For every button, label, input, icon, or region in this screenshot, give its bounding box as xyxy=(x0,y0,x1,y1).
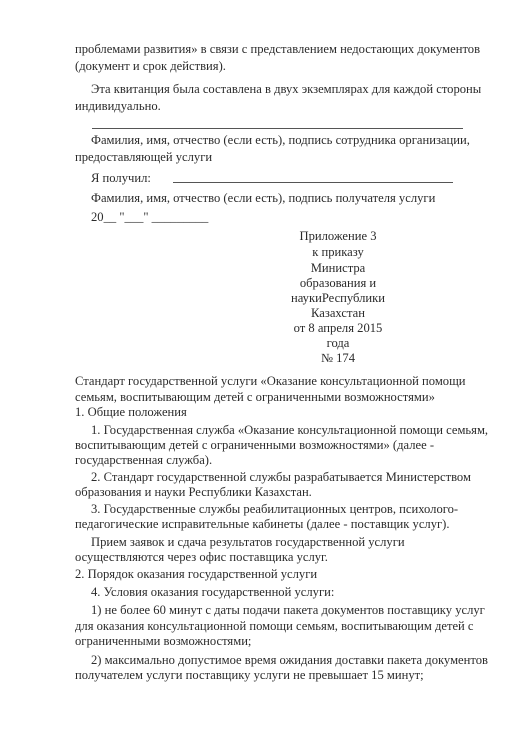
provider-signature-label: Фамилия, имя, отчество (если есть), подпись сотрудника организации, xyxy=(91,133,470,147)
intro-line: проблемами развития» в связи с представлением недостающих документов xyxy=(75,42,481,56)
signature-line xyxy=(92,128,463,129)
appendix-line: Казахстан xyxy=(311,306,365,320)
appendix-line: наукиРеспублики xyxy=(290,291,386,305)
intro-line: (документ и срок действия). xyxy=(75,59,226,73)
paragraph-line: 1. Государственная служба «Оказание консультационной помощи семьям, xyxy=(91,423,489,437)
paragraph-line: 2. Стандарт государственной службы разрабатывается Министерством xyxy=(91,470,471,484)
paragraph-line: государственная служба). xyxy=(75,453,213,467)
paragraph-line: 1) не более 60 минут с даты подачи пакета документов поставщику услуг xyxy=(91,603,485,617)
paragraph-line: 3. Государственные службы реабилитационных центров, психолого- xyxy=(91,502,459,516)
paragraph-line: 2) максимально допустимое время ожидания доставки пакета документов xyxy=(91,653,488,667)
receiver-signature-line xyxy=(173,182,453,183)
paragraph-line: воспитывающим детей с ограниченными возможностями» (далее - xyxy=(75,438,435,452)
copies-line: индивидуально. xyxy=(75,99,161,113)
paragraph-line: ограниченными возможностями; xyxy=(75,634,252,648)
paragraph-line: для оказания консультационной помощи семьям, воспитывающим детей с xyxy=(75,619,474,633)
appendix-line: № 174 xyxy=(320,351,356,365)
section-heading: 1. Общие положения xyxy=(75,405,187,419)
standard-title: семьям, воспитывающим детей с ограниченными возможностями» xyxy=(75,390,435,404)
paragraph-line: 4. Условия оказания государственной услуги: xyxy=(91,585,335,599)
paragraph-line: педагогические исправительные кабинеты (далее - поставщик услуг). xyxy=(75,517,450,531)
paragraph-line: образования и науки Республики Казахстан. xyxy=(75,485,312,499)
appendix-line: от 8 апреля 2015 xyxy=(293,321,383,335)
appendix-line: к приказу xyxy=(312,245,364,259)
paragraph-line: Прием заявок и сдача результатов государственной услуги xyxy=(91,535,405,549)
paragraph-line: получателем услуги поставщику услуги не превышает 15 минут; xyxy=(75,668,424,682)
appendix-line: Министра xyxy=(310,261,366,275)
copies-line: Эта квитанция была составлена в двух экземплярах для каждой стороны xyxy=(91,82,482,96)
standard-title: Стандарт государственной услуги «Оказание консультационной помощи xyxy=(75,374,466,388)
section-heading: 2. Порядок оказания государственной услуги xyxy=(75,567,318,581)
appendix-line: образования и xyxy=(299,276,377,290)
receiver-signature-label: Фамилия, имя, отчество (если есть), подпись получателя услуги xyxy=(91,191,436,205)
paragraph-line: осуществляются через офис поставщика услуг. xyxy=(75,550,328,564)
appendix-line: Приложение 3 xyxy=(299,229,377,243)
appendix-line: года xyxy=(326,336,350,350)
received-label: Я получил: xyxy=(91,171,151,185)
date-line: 20__ "___" _________ xyxy=(91,210,209,224)
provider-signature-label: предоставляющей услуги xyxy=(75,150,213,164)
